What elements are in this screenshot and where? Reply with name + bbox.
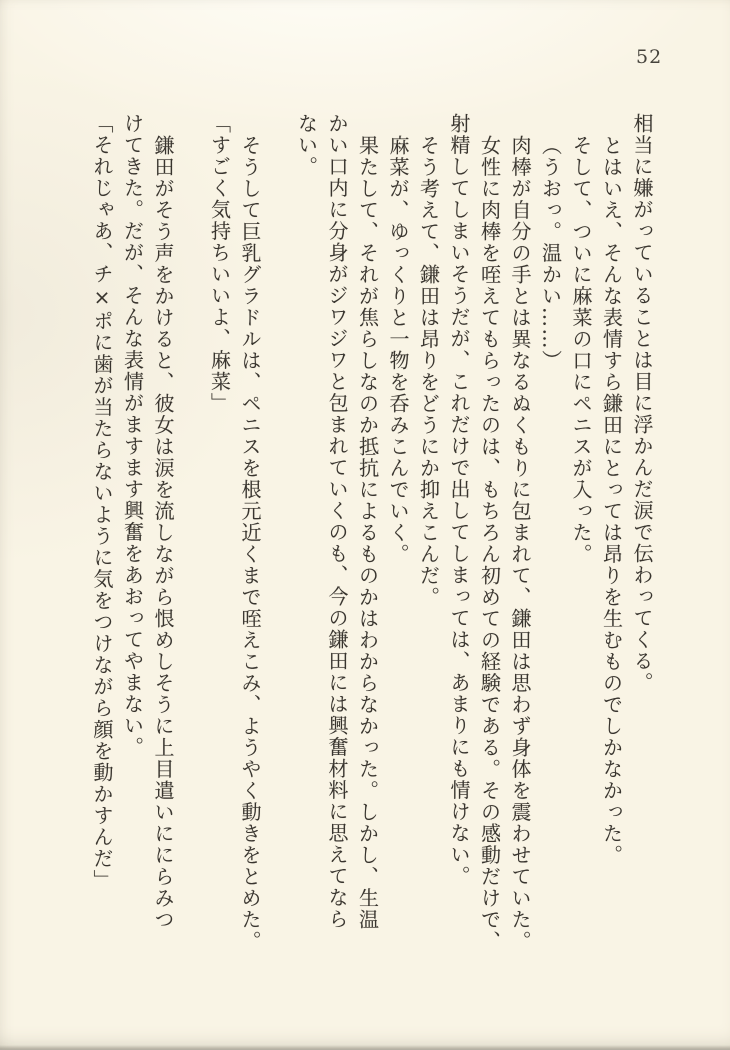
text-line: そう考えて、鎌田は昂りをどうにか抑えこんだ。 bbox=[416, 134, 441, 608]
text-line: （うおっ。温かい……） bbox=[538, 134, 563, 371]
text-line: とはいえ、そんな表情すら鎌田にとっては昂りを生むものでしかなかった。 bbox=[599, 134, 624, 866]
text-line: 肉棒が自分の手とは異なるぬくもりに包まれて、鎌田は思わず身体を震わせていた。 bbox=[508, 134, 532, 952]
text-line: 鎌田がそう声をかけると、彼女は涙を流しながら恨めしそうに上目遣いににらみつ bbox=[151, 134, 175, 930]
text-line: 麻菜が、ゆっくりと一物を呑みこんでいく。 bbox=[386, 134, 410, 565]
page-number: 52 bbox=[636, 46, 663, 68]
text-line: 「すごく気持ちいいよ、麻菜」 bbox=[207, 113, 232, 414]
text-line: 「それじゃあ、チ×ポに歯が当たらないように気をつけながら顔を動かすんだ」 bbox=[90, 113, 114, 891]
text-line: 女性に肉棒を咥えてもらったのは、もちろん初めての経験である。その感動だけで、 bbox=[477, 134, 502, 952]
text-body bbox=[87, 113, 658, 958]
page-bottom-edge-shadow bbox=[0, 1045, 730, 1050]
text-line: そして、ついに麻菜の口にペニスが入った。 bbox=[569, 134, 593, 565]
text-line: 射精してしまいそうだが、これだけで出してしまっては、あまりにも情けない。 bbox=[447, 113, 471, 887]
text-line: 相当に嫌がっていることは目に浮かんだ涙で伝わってくる。 bbox=[630, 113, 654, 694]
text-line: 果たして、それが焦らしなのか抵抗によるものかはわからなかった。しかし、生温 bbox=[355, 134, 380, 930]
text-line: かい口内に分身がジワジワと包まれていくのも、今の鎌田には興奮材料に思えてなら bbox=[325, 113, 349, 930]
text-line: そうして巨乳グラドルは、ペニスを根元近くまで咥えこみ、ようやく動きをとめた。 bbox=[238, 134, 262, 952]
text-line: けてきた。だが、そんな表情がますます興奮をあおってやまない。 bbox=[120, 113, 145, 758]
text-line: ない。 bbox=[294, 113, 319, 178]
